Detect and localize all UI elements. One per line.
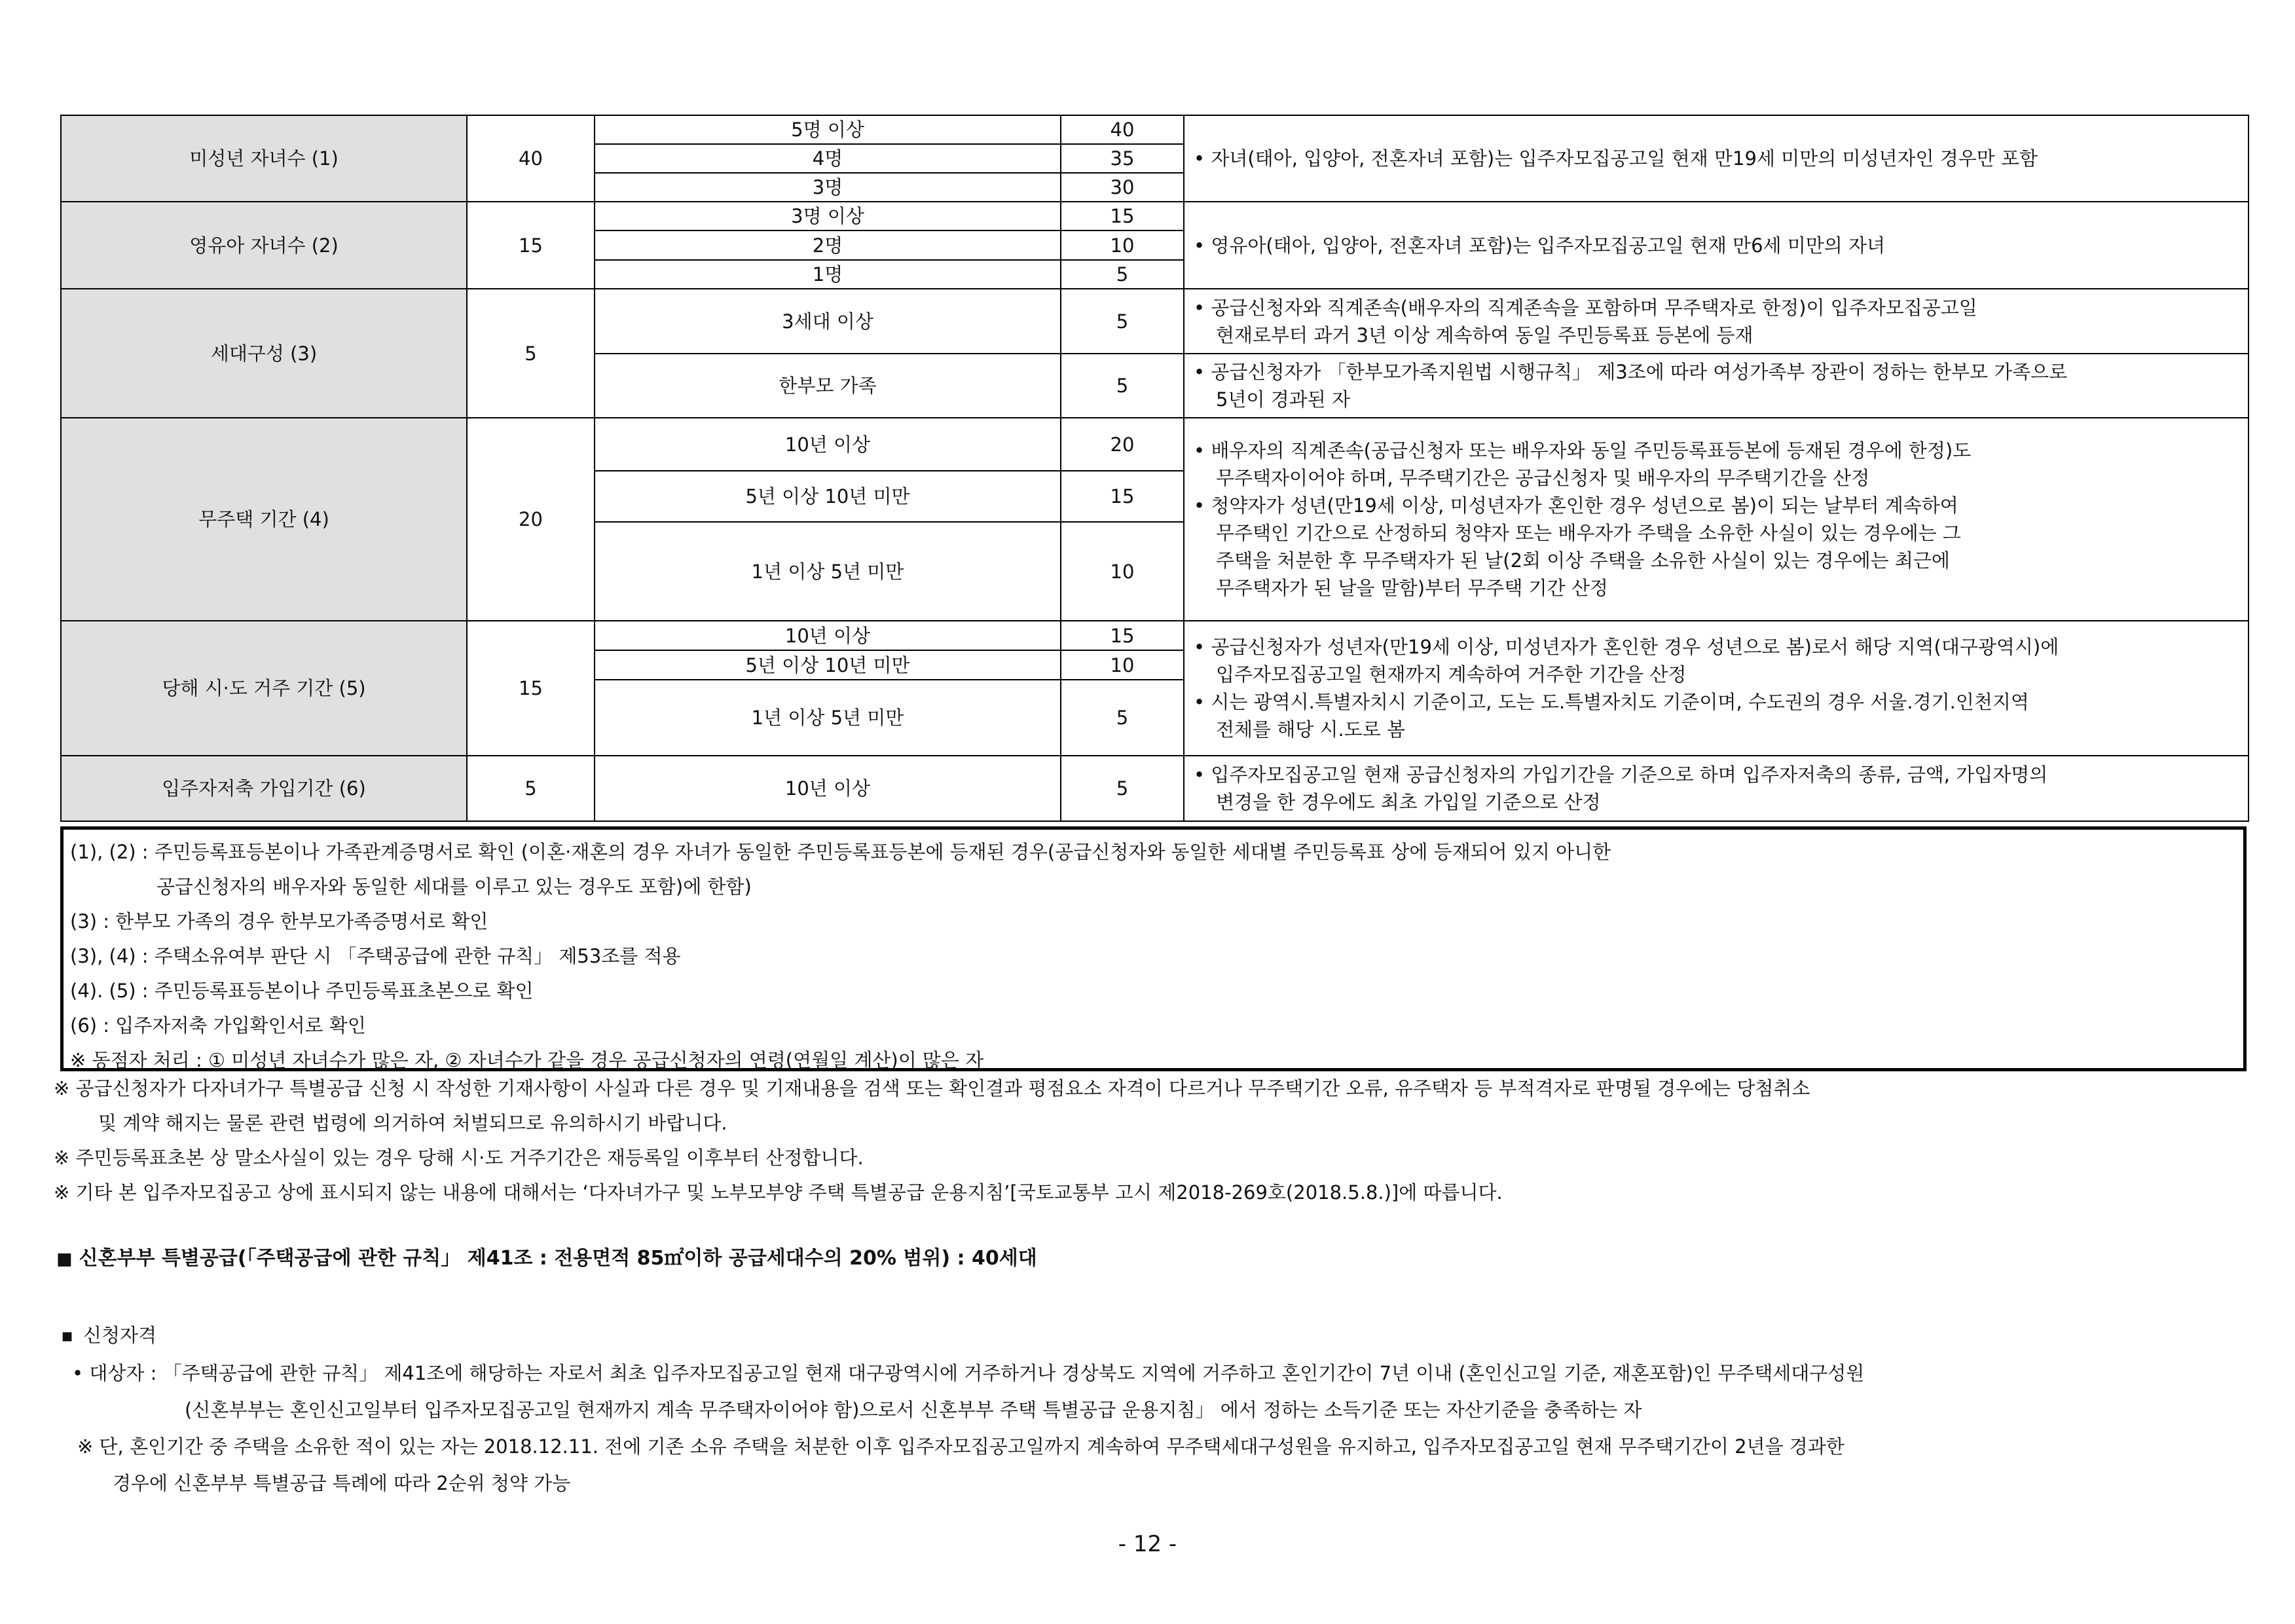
description-bullet: • 청약자가 성년(만19세 이상, 미성년자가 혼인한 경우 성년으로 봄)이 되는 날부터 계속하여 무주택인 기간으로 산정하되 청약자 또는 배우자가 주택을 소유한 사실이 있는 경우에는 그 주택을 처분한 후 무주택자가 된 날(2회 이상 주택을 소유한 사실이 있는 경우에는 최근에 무주택자가 된 날을 말함)부터 무주택 기간 산정 [1194,492,2241,602]
points-cell: 40 [467,115,595,202]
reference-note: ※ 주민등록표초본 상 말소사실이 있는 경우 당해 시·도 거주기간은 재등록일 이후부터 산정합니다. [54,1147,864,1169]
description-cell [1184,621,2249,756]
criterion-cell: 5년 이상 10년 미만 [595,650,1061,680]
qualification-title: ■ 신청자격 [62,1324,157,1346]
category-cell: 영유아 자녀수 (2) [61,202,467,289]
description-bullet: • 공급신청자와 직계존속(배우자의 직계존속을 포함하며 무주택자로 한정)이 입주자모집공고일 현재로부터 과거 3년 이상 계속하여 동일 주민등록표 등본에 등재 [1194,294,2241,349]
note-line: (4). (5) : 주민등록표등본이나 주민등록표초본으로 확인 [70,980,534,1002]
description-bullet: • 공급신청자가 「한부모가족지원법 시행규칙」 제3조에 따라 여성가족부 장관이 정하는 한부모 가족으로 5년이 경과된 자 [1194,358,2241,413]
score-cell: 5 [1061,289,1184,354]
qualification-section [54,1317,2254,1502]
table-row [61,115,2249,144]
score-cell: 40 [1061,115,1184,144]
score-cell: 5 [1061,756,1184,821]
category-cell: 미성년 자녀수 (1) [61,115,467,202]
note-line: (3), (4) : 주택소유여부 판단 시 「주택공급에 관한 규칙」 제53조를 적용 [70,945,681,967]
criterion-cell: 10년 이상 [595,621,1061,650]
table-row [61,418,2249,471]
note-line: 공급신청자의 배우자와 동일한 세대를 이루고 있는 경우도 포함)에 한함) [156,876,752,898]
exception-note: 경우에 신혼부부 특별공급 특례에 따라 2순위 청약 가능 [113,1472,571,1494]
page-number: - 12 - [1118,1531,1177,1557]
reference-note: ※ 기타 본 입주자모집공고 상에 표시되지 않는 내용에 대해서는 ‘다자녀가구 및 노부모부양 주택 특별공급 운용지침’[국토교통부 고시 제2018-269호(2018.5.8.)]에 따릅니다. [54,1181,1503,1204]
points-cell: 15 [467,621,595,756]
criterion-cell: 1년 이상 5년 미만 [595,680,1061,756]
note-line: (3) : 한부모 가족의 경우 한부모가족증명서로 확인 [70,910,488,932]
score-cell: 15 [1061,202,1184,231]
tie-break-note: ※ 동점자 처리 : ① 미성년 자녀수가 많은 자, ② 자녀수가 같을 경우 공급신청자의 연령(연월일 계산)이 많은 자 [70,1049,984,1071]
small-square-bullet-icon: ■ [62,1329,73,1343]
description-bullet: • 자녀(태아, 입양아, 전혼자녀 포함)는 입주자모집공고일 현재 만19세 미만의 미성년자인 경우만 포함 [1194,145,2241,172]
criterion-cell: 한부모 가족 [595,354,1061,418]
description-bullet: • 입주자모집공고일 현재 공급신청자의 가입기간을 기준으로 하며 입주자저축의 종류, 금액, 가입자명의 변경을 한 경우에도 최초 가입일 기준으로 산정 [1194,761,2241,816]
table-row [61,621,2249,650]
criterion-cell: 3세대 이상 [595,289,1061,354]
reference-note: ※ 공급신청자가 다자녀가구 특별공급 신청 시 작성한 기재사항이 사실과 다른 경우 및 기재내용을 검색 또는 확인결과 평점요소 자격이 다르거나 무주택기간 오류, 유주택자 등 부적격자로 판명될 경우에는 당첨취소 [54,1077,1810,1099]
description-cell [1184,115,2249,202]
square-bullet-icon: ■ [56,1249,73,1269]
criterion-cell: 5명 이상 [595,115,1061,144]
description-bullet: • 배우자의 직계존속(공급신청자 또는 배우자와 동일 주민등록표등본에 등재된 경우에 한정)도 무주택자이어야 하며, 무주택기간은 공급신청자 및 배우자의 무주택기간을 산정 [1194,437,2241,492]
score-cell: 5 [1061,680,1184,756]
points-cell: 5 [467,756,595,821]
description-bullet: • 공급신청자가 성년자(만19세 이상, 미성년자가 혼인한 경우 성년으로 봄)로서 해당 지역(대구광역시)에 입주자모집공고일 현재까지 계속하여 거주한 기간을 산정 [1194,633,2241,688]
note-line: (6) : 입주자저축 가입확인서로 확인 [70,1014,366,1037]
score-cell: 15 [1061,471,1184,522]
criterion-cell: 4명 [595,144,1061,173]
section-heading-text: 신혼부부 특별공급(「주택공급에 관한 규칙」 제41조 : 전용면적 85㎡이하 공급세대수의 20% 범위) : 40세대 [79,1247,1037,1270]
table-row [61,202,2249,231]
category-cell: 당해 시·도 거주 기간 (5) [61,621,467,756]
scoring-table [60,115,2249,822]
target-line: (신혼부부는 혼인신고일부터 입주자모집공고일 현재까지 계속 무주택자이어야 함)으로서 신혼부부 주택 특별공급 운용지침」 에서 정하는 소득기준 또는 자산기준을 충족하는 자 [185,1399,1642,1421]
category-cell: 세대구성 (3) [61,289,467,418]
description-cell [1184,756,2249,821]
exception-note: ※ 단, 혼인기간 중 주택을 소유한 적이 있는 자는 2018.12.11. 전에 기존 소유 주택을 처분한 이후 입주자모집공고일까지 계속하여 무주택세대구성원을 유지하고, 입주자모집공고일 현재 무주택기간이 2년을 경과한 [77,1435,1845,1458]
score-cell: 20 [1061,418,1184,471]
score-cell: 30 [1061,173,1184,202]
target-line: • 대상자 : 「주택공급에 관한 규칙」 제41조에 해당하는 자로서 최초 입주자모집공고일 현재 대구광역시에 거주하거나 경상북도 지역에 거주하고 혼인기간이 7년 이내 (혼인신고일 기준, 재혼포함)인 무주택세대구성원 [72,1362,1865,1384]
description-bullet: • 시는 광역시.특별자치시 기준이고, 도는 도.특별자치도 기준이며, 수도권의 경우 서울.경기.인천지역 전체를 해당 시.도로 봄 [1194,688,2241,743]
table-notes [60,826,2247,1071]
criterion-cell: 1명 [595,260,1061,289]
points-cell: 20 [467,418,595,621]
score-cell: 10 [1061,231,1184,260]
criterion-cell: 5년 이상 10년 미만 [595,471,1061,522]
reference-note: 및 계약 해지는 물론 관련 법령에 의거하여 처벌되므로 유의하시기 바랍니다. [98,1112,727,1134]
criterion-cell: 10년 이상 [595,418,1061,471]
category-cell: 입주자저축 가입기간 (6) [61,756,467,821]
note-line: (1), (2) : 주민등록표등본이나 가족관계증명서로 확인 (이혼·재혼의 경우 자녀가 동일한 주민등록표등본에 등재된 경우(공급신청자와 동일한 세대별 주민등록표 상에 등재되어 있지 아니한 [70,841,1611,863]
reference-notes [54,1071,2254,1210]
score-cell: 15 [1061,621,1184,650]
score-cell: 5 [1061,260,1184,289]
description-cell [1184,354,2249,418]
table-row [61,289,2249,354]
table-row [61,756,2249,821]
score-cell: 35 [1061,144,1184,173]
description-cell [1184,418,2249,621]
description-cell [1184,202,2249,289]
score-cell: 10 [1061,650,1184,680]
criterion-cell: 10년 이상 [595,756,1061,821]
score-cell: 5 [1061,354,1184,418]
criterion-cell: 3명 [595,173,1061,202]
section-heading [56,1242,1037,1270]
criterion-cell: 1년 이상 5년 미만 [595,522,1061,621]
points-cell: 15 [467,202,595,289]
criterion-cell: 3명 이상 [595,202,1061,231]
criterion-cell: 2명 [595,231,1061,260]
description-bullet: • 영유아(태아, 입양아, 전혼자녀 포함)는 입주자모집공고일 현재 만6세 미만의 자녀 [1194,232,2241,259]
points-cell: 5 [467,289,595,418]
score-cell: 10 [1061,522,1184,621]
description-cell [1184,289,2249,354]
category-cell: 무주택 기간 (4) [61,418,467,621]
